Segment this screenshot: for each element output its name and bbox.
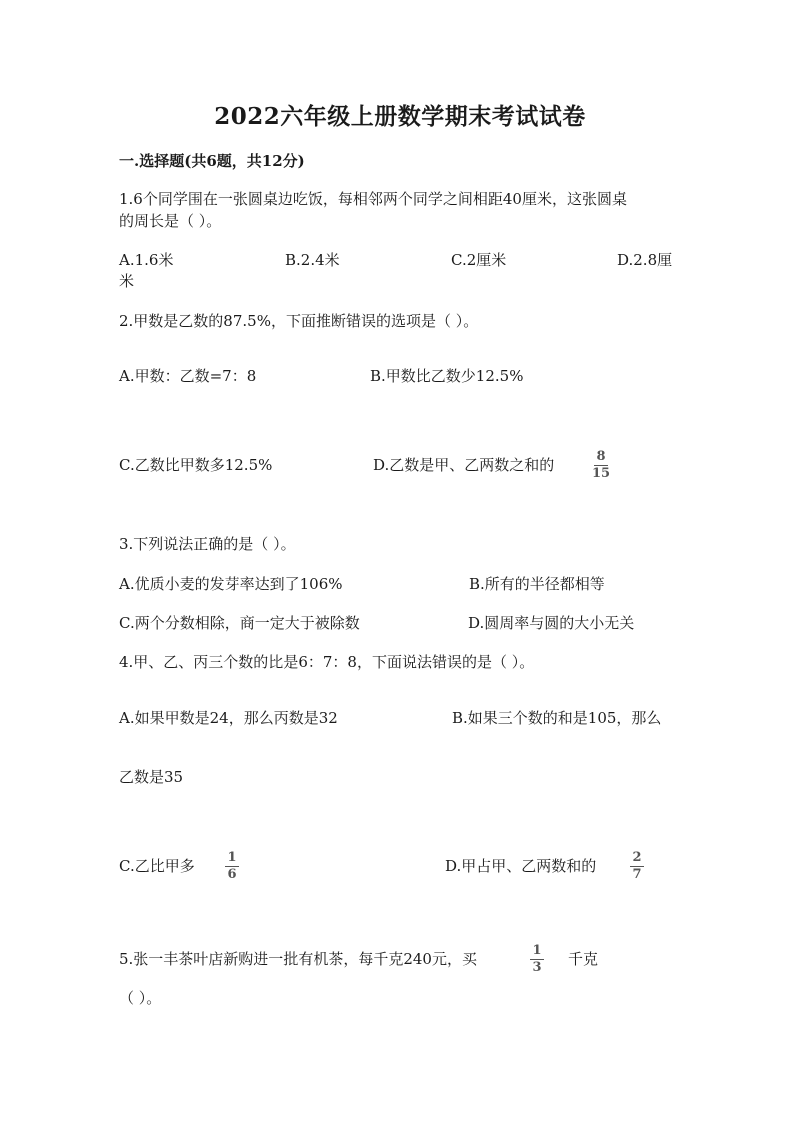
question-3-option-c: C.两个分数相除，商一定大于被除数 bbox=[119, 614, 360, 632]
question-3-text: 3.下列说法正确的是（ ）。 bbox=[119, 535, 296, 553]
question-2-text: 2.甲数是乙数的87.5%，下面推断错误的选项是（ ）。 bbox=[119, 312, 479, 330]
fraction-denominator: 15 bbox=[592, 466, 611, 481]
question-5-line-2: （ ）。 bbox=[119, 989, 162, 1007]
question-4-option-c-fraction bbox=[225, 851, 239, 882]
fraction-denominator: 7 bbox=[632, 867, 642, 882]
page-title: 2022六年级上册数学期末考试试卷 bbox=[214, 103, 586, 130]
question-2-fraction bbox=[592, 450, 610, 481]
question-5-text: 5.张一丰茶叶店新购进一批有机茶，每千克240元，买 bbox=[119, 950, 477, 968]
question-4-option-d-fraction bbox=[630, 851, 644, 882]
question-1-option-c: C.2厘米 bbox=[451, 251, 507, 269]
question-2-option-a: A.甲数：乙数=7：8 bbox=[119, 367, 257, 385]
question-5-unit: 千克 bbox=[568, 950, 599, 968]
fraction-numerator: 1 bbox=[532, 943, 542, 958]
question-2-option-c: C.乙数比甲数多12.5% bbox=[119, 456, 273, 474]
fraction-numerator: 8 bbox=[596, 449, 606, 464]
question-1-option-b: B.2.4米 bbox=[285, 251, 340, 269]
question-1-line-2: 的周长是（ ）。 bbox=[119, 212, 222, 230]
question-2-option-b: B.甲数比乙数少12.5% bbox=[370, 367, 524, 385]
question-1-option-a: A.1.6米 bbox=[119, 251, 174, 269]
section-heading: 一.选择题(共6题，共12分) bbox=[119, 152, 305, 170]
question-1-option-d-wrap: 米 bbox=[119, 272, 135, 290]
question-4-text: 4.甲、乙、丙三个数的比是6：7：8，下面说法错误的是（ ）。 bbox=[119, 653, 535, 671]
question-4-option-b: B.如果三个数的和是105，那么 bbox=[452, 709, 662, 727]
question-4-option-b-wrap: 乙数是35 bbox=[119, 768, 184, 786]
question-4-option-c: C.乙比甲多 bbox=[119, 857, 195, 875]
question-1-line-1: 1.6个同学围在一张圆桌边吃饭，每相邻两个同学之间相距40厘米，这张圆桌 bbox=[119, 190, 627, 208]
question-2-option-d: D.乙数是甲、乙两数之和的 bbox=[373, 456, 555, 474]
question-3-option-a: A.优质小麦的发芽率达到了106% bbox=[119, 575, 343, 593]
fraction-denominator: 6 bbox=[227, 867, 237, 882]
question-5-fraction bbox=[530, 944, 544, 975]
question-1-option-d: D.2.8厘 bbox=[617, 251, 673, 269]
question-4-option-a: A.如果甲数是24，那么丙数是32 bbox=[119, 709, 338, 727]
fraction-numerator: 1 bbox=[227, 850, 237, 865]
fraction-denominator: 3 bbox=[532, 960, 542, 975]
question-3-option-b: B.所有的半径都相等 bbox=[469, 575, 605, 593]
question-4-option-d: D.甲占甲、乙两数和的 bbox=[445, 857, 597, 875]
question-3-option-d: D.圆周率与圆的大小无关 bbox=[468, 614, 635, 632]
fraction-numerator: 2 bbox=[632, 850, 642, 865]
